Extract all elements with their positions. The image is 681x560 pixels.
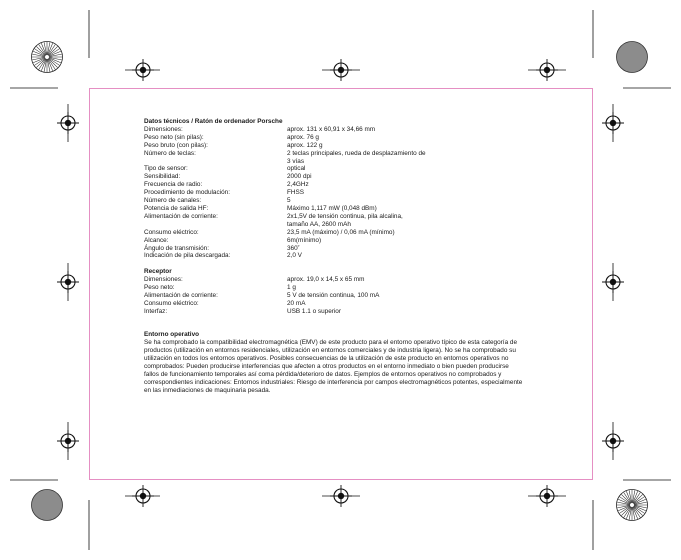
spec-value: aprox. 131 x 60,91 x 34,66 mm bbox=[287, 125, 376, 133]
spec-value: tamaño AA, 2600 mAh bbox=[287, 220, 351, 228]
spec-value: optical bbox=[287, 165, 306, 173]
spec-label: Indicación de pila descargada: bbox=[144, 252, 231, 260]
spec-value: 5 V de tensión continua, 100 mA bbox=[287, 291, 380, 299]
paragraph-line: utilización en todos los entornos operativos. Posibles consecuencias de la utilización de este producto en entornos operativos no bbox=[144, 355, 509, 363]
spec-value: 2 teclas principales, rueda de desplazamiento de bbox=[287, 149, 426, 157]
spec-value: 1 g bbox=[287, 284, 296, 292]
spec-row bbox=[144, 134, 564, 142]
spec-value: 23,5 mA (máximo) / 0,06 mA (mínimo) bbox=[287, 228, 395, 236]
paragraph-line: comprobados: Pueden producirse interferencias que afecten a otros productos en el entorno inmediato o bien pueden producirse bbox=[144, 363, 509, 371]
spec-label: Tipo de sensor: bbox=[144, 165, 188, 173]
spec-label: Número de teclas: bbox=[144, 149, 196, 157]
spec-value: 2x1,5V de tensión continua, pila alcalina, bbox=[287, 212, 403, 220]
spec-label: Peso neto: bbox=[144, 284, 175, 292]
spec-value: Máximo 1,117 mW (0,048 dBm) bbox=[287, 204, 377, 212]
environment-title: Entorno operativo bbox=[144, 331, 200, 339]
spec-row bbox=[144, 300, 564, 308]
spec-label: Sensibilidad: bbox=[144, 173, 181, 181]
spec-row bbox=[144, 276, 564, 284]
spec-row bbox=[144, 284, 564, 292]
spec-row bbox=[144, 221, 564, 229]
spec-label: Procedimiento de modulación: bbox=[144, 189, 230, 197]
receiver-title: Receptor bbox=[144, 268, 172, 276]
spec-label: Consumo eléctrico: bbox=[144, 299, 199, 307]
spec-value: 3 vías bbox=[287, 157, 305, 165]
receiver-specs-table bbox=[144, 276, 564, 316]
spec-row bbox=[144, 213, 564, 221]
spec-row bbox=[144, 237, 564, 245]
spec-label: Número de canales: bbox=[144, 197, 202, 205]
spec-label: Consumo eléctrico: bbox=[144, 228, 199, 236]
paragraph-line: en las inmediaciones de maquinaria pesada. bbox=[144, 386, 271, 394]
paragraph-line: fallos de funcionamiento temporales así coma pérdida/deterioro de datos. Ejemplos de entornos operativos no comprobados y bbox=[144, 370, 502, 378]
spec-row bbox=[144, 158, 564, 166]
spec-row bbox=[144, 245, 564, 253]
spec-row bbox=[144, 292, 564, 300]
spec-row bbox=[144, 181, 564, 189]
spec-row bbox=[144, 229, 564, 237]
spec-row bbox=[144, 142, 564, 150]
document-body bbox=[144, 118, 564, 395]
spec-row bbox=[144, 308, 564, 316]
tech-specs-table bbox=[144, 126, 564, 260]
paragraph-line: Se ha comprobado la compatibilidad electromagnética (EMV) de este producto para el entorno operativo típico de esta categoría de bbox=[144, 339, 518, 347]
spec-value: 6m(mínimo) bbox=[287, 236, 322, 244]
tech-specs-title: Datos técnicos / Ratón de ordenador Porsche bbox=[144, 118, 283, 125]
spec-label: Peso bruto (con pilas): bbox=[144, 141, 208, 149]
spec-row bbox=[144, 197, 564, 205]
paragraph-line: correspondientes indicaciones: Entornos industriales: Riesgo de interferencia por campos electromagnéticos potentes, especialmente bbox=[144, 378, 523, 386]
spec-label: Alimentación de corriente: bbox=[144, 212, 218, 220]
spec-value: 2,0 V bbox=[287, 252, 302, 260]
spec-value: aprox. 76 g bbox=[287, 133, 319, 141]
spec-label bbox=[144, 221, 287, 229]
spec-row bbox=[144, 165, 564, 173]
spec-label: Alimentación de corriente: bbox=[144, 291, 218, 299]
spec-label bbox=[144, 158, 287, 166]
spec-value: 2,4GHz bbox=[287, 181, 309, 189]
spec-label: Peso neto (sin pilas): bbox=[144, 133, 204, 141]
spec-value: FHSS bbox=[287, 189, 305, 197]
spec-row bbox=[144, 126, 564, 134]
spec-value: USB 1.1 o superior bbox=[287, 307, 341, 315]
spec-label: Ángulo de transmisión: bbox=[144, 244, 210, 252]
spec-value: 360˚ bbox=[287, 244, 300, 252]
spec-value: aprox. 19,0 x 14,5 x 65 mm bbox=[287, 276, 365, 284]
spec-value: 20 mA bbox=[287, 299, 306, 307]
environment-paragraph bbox=[144, 339, 564, 394]
spec-label: Interfaz: bbox=[144, 307, 168, 315]
paragraph-line: productos (utilización en entornos residenciales, utilización en entornos comerciales y de industria ligera). No se ha comprobado su bbox=[144, 347, 516, 355]
spec-row bbox=[144, 252, 564, 260]
spec-row bbox=[144, 205, 564, 213]
spec-label: Frecuencia de radio: bbox=[144, 181, 203, 189]
spec-value: aprox. 122 g bbox=[287, 141, 323, 149]
spec-row bbox=[144, 150, 564, 158]
spec-value: 5 bbox=[287, 197, 291, 205]
spec-value: 2000 dpi bbox=[287, 173, 312, 181]
spec-row bbox=[144, 189, 564, 197]
spec-label: Dimensiones: bbox=[144, 276, 183, 284]
spec-label: Dimensiones: bbox=[144, 125, 183, 133]
spec-label: Potencia de salida HF: bbox=[144, 204, 209, 212]
spec-row bbox=[144, 173, 564, 181]
spec-label: Alcance: bbox=[144, 236, 169, 244]
